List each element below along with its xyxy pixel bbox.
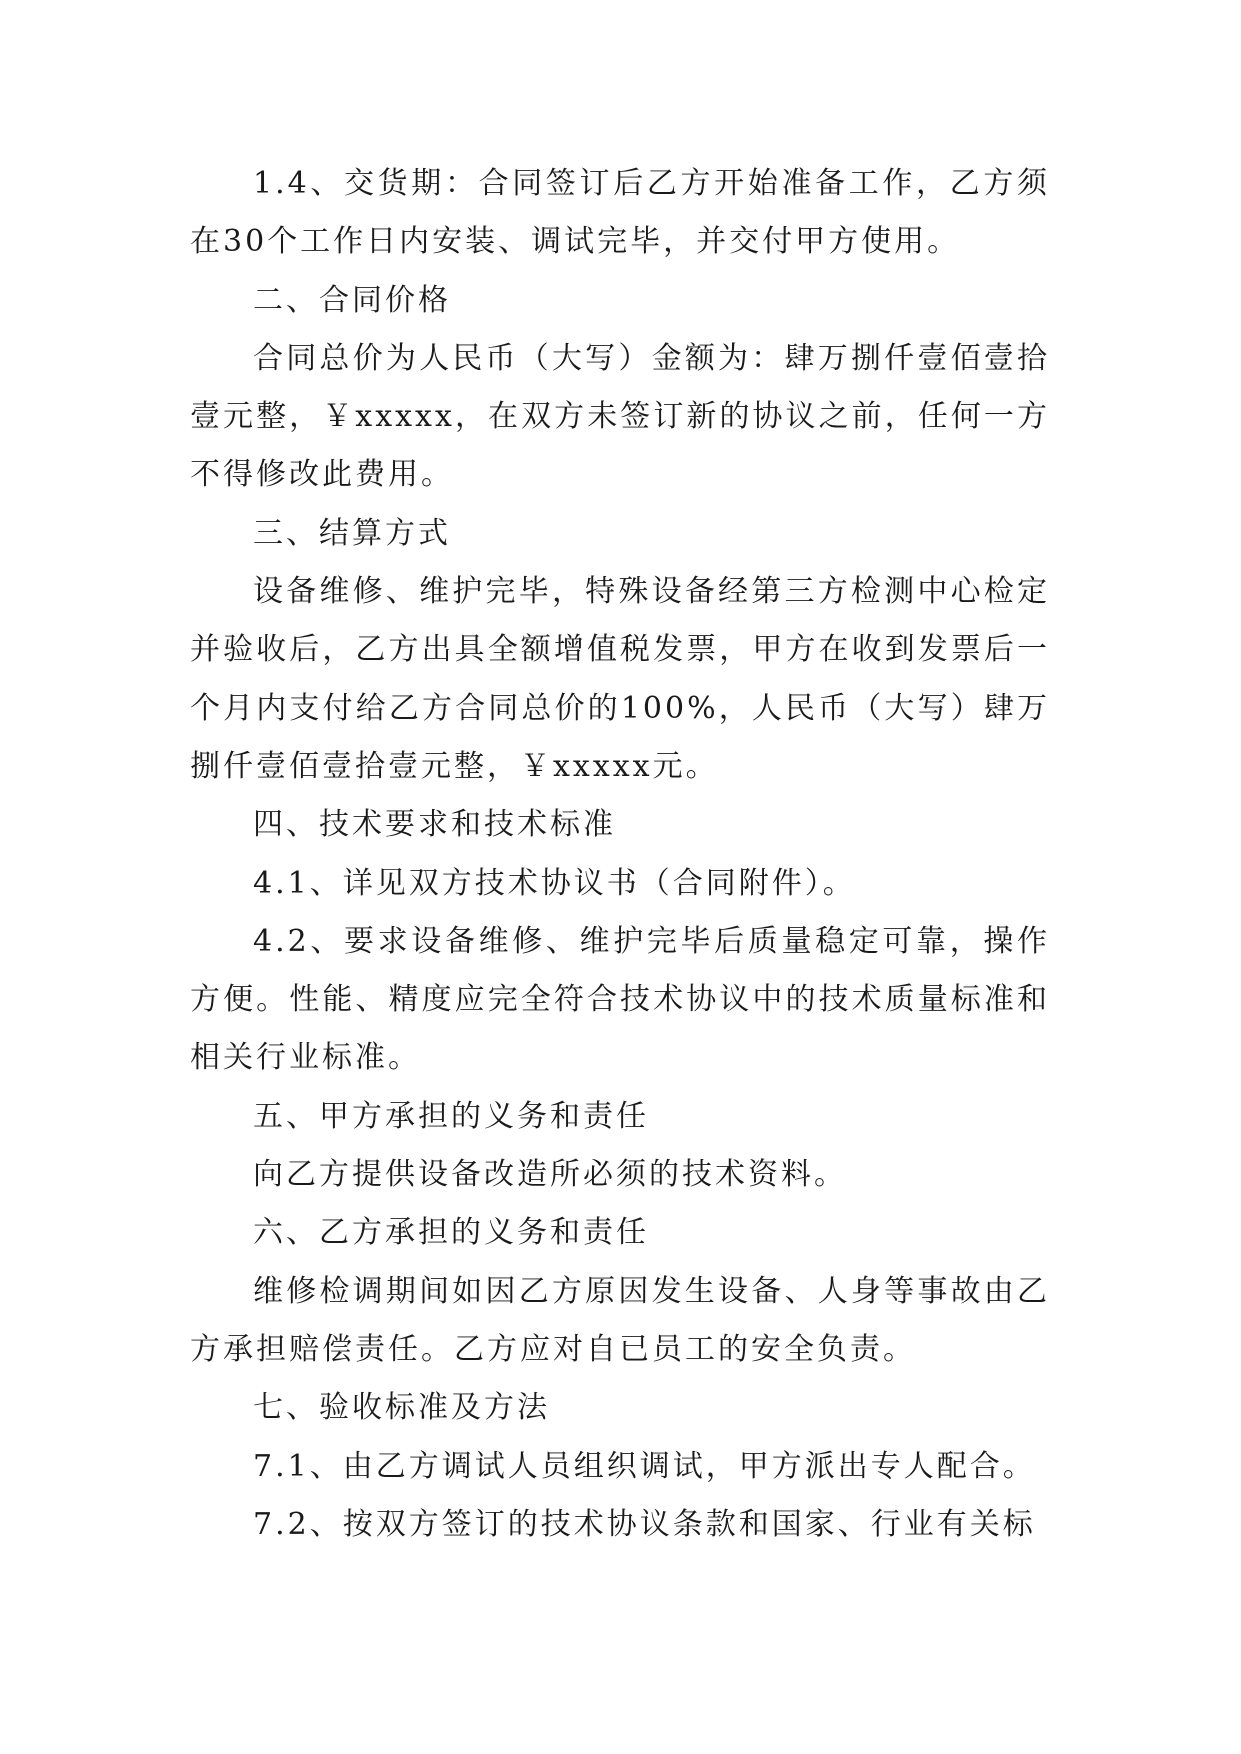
document-page: [190, 155, 1050, 1554]
section-heading-settlement: 三、结算方式: [253, 515, 451, 551]
section-heading-acceptance: 七、验收标准及方法: [253, 1390, 550, 1426]
settlement-text: 设备维修、维护完毕，特殊设备经第三方检测中心检定并验收后，乙方出具全额增值税发票，甲方在收到发票后一个月内支付给乙方合同总价的100%，人民币（大写）肆万捌仟壹佰壹拾壹元整，￥xxxxx元。: [190, 574, 1050, 784]
clause-4-1: 4.1、详见双方技术协议书（合同附件）。: [253, 865, 856, 901]
clause-7-2: 7.2、按双方签订的技术协议条款和国家、行业有关标: [253, 1506, 1036, 1542]
section-heading-party-b-duties: 六、乙方承担的义务和责任: [253, 1215, 649, 1251]
party-b-duties-text: 维修检调期间如因乙方原因发生设备、人身等事故由乙方承担赔偿责任。乙方应对自已员工的安全负责。: [190, 1273, 1050, 1367]
clause-1-4-delivery: 1.4、交货期：合同签订后乙方开始准备工作，乙方须在30个工作日内安装、调试完毕，并交付甲方使用。: [190, 166, 1050, 260]
contract-price-text: 合同总价为人民币（大写）金额为：肆万捌仟壹佰壹拾壹元整，￥xxxxx，在双方未签订新的协议之前，任何一方不得修改此费用。: [190, 340, 1050, 493]
section-heading-party-a-duties: 五、甲方承担的义务和责任: [253, 1098, 649, 1134]
party-a-duties-text: 向乙方提供设备改造所必须的技术资料。: [253, 1157, 847, 1193]
section-heading-technical-requirements: 四、技术要求和技术标准: [253, 807, 616, 843]
section-heading-contract-price: 二、合同价格: [253, 282, 451, 318]
clause-4-2: 4.2、要求设备维修、维护完毕后质量稳定可靠，操作方便。性能、精度应完全符合技术协议中的技术质量标准和相关行业标准。: [190, 923, 1050, 1076]
clause-7-1: 7.1、由乙方调试人员组织调试，甲方派出专人配合。: [253, 1448, 1036, 1484]
